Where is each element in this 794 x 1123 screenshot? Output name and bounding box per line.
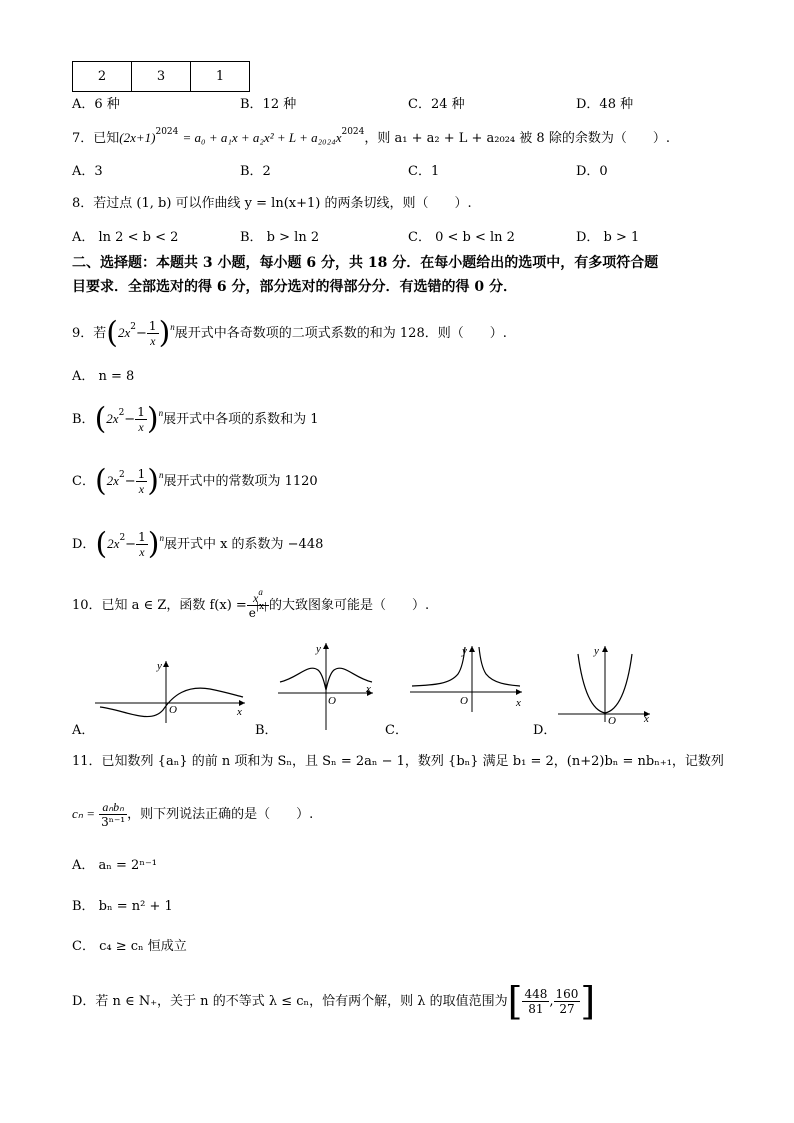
graph-a	[95, 655, 255, 725]
axis-x-label: x	[366, 683, 371, 695]
q7-option-d: D．0	[576, 164, 608, 179]
graph-c-label: C．	[385, 723, 408, 738]
frac-den: 3ⁿ⁻¹	[101, 815, 126, 829]
frac-den-exp: |x|	[255, 602, 268, 612]
question-10-stem	[72, 589, 429, 623]
q9-option-b: B．($2x^2-$ $\frac{1}{x}$ )$^n$展开式中各项的系数和为 1	[72, 401, 319, 437]
frac-den: 81	[528, 1002, 544, 1016]
q8-option-a: A． ln 2 < b < 2	[72, 230, 179, 245]
q6-option-b: B．12 种	[240, 97, 297, 112]
q9-option-d: D．($2x^2-$ $\frac{1}{x}$ )$^n$展开式中 x 的系数为 −448	[72, 526, 324, 562]
frac-num: 1	[148, 319, 157, 333]
frac-num: 160	[555, 987, 579, 1001]
table-cell: 3	[132, 62, 191, 92]
origin-label: O	[460, 695, 468, 707]
section-2-heading-line2: 目要求．全部选对的得 6 分，部分选对的得部分分．有选错的得 0 分．	[72, 279, 517, 295]
q7-option-c: C．1	[408, 164, 440, 179]
axis-y-label: y	[594, 645, 599, 657]
origin-label: O	[328, 695, 336, 707]
question-9-stem: 9．若($2x^2-$ $\frac{1}{x}$ )$^n$展开式中各奇数项的二项式系数的和为 128．则（ ）.	[72, 315, 507, 351]
q9-option-a: A． n = 8	[72, 369, 135, 384]
graph-a-label: A．	[72, 723, 95, 738]
q7-option-b: B．2	[240, 164, 271, 179]
left-paren: (	[106, 315, 118, 351]
q11-option-d: D．若 n ∈ N₊，关于 n 的不等式 λ ≤ cₙ，恰有两个解，则 λ 的取值范围为[ $\frac{448}{81}$ , $\frac{160}{27}$ ]	[72, 979, 596, 1024]
frac-num-exp: a	[258, 587, 263, 597]
axis-y-label: y	[157, 660, 162, 672]
q7-rhs: = a₀ + a₁x + a₂x² + L + a₂₀₂₄x	[182, 130, 342, 145]
graph-b-label: B．	[255, 723, 278, 738]
option-text: 展开式中 x 的系数为 −448	[163, 537, 324, 552]
q7-option-a: A．3	[72, 164, 103, 179]
q9-fraction	[147, 319, 159, 348]
q7-lhs: (2x+1)	[119, 130, 156, 145]
q6-option-a: A．6 种	[72, 97, 120, 112]
q11-option-c: C． c₄ ≥ cₙ 恒成立	[72, 939, 187, 954]
q8-option-b: B． b > ln 2	[240, 230, 320, 245]
q8-option-d: D． b > 1	[576, 230, 640, 245]
q10-prefix: 10．已知 a ∈ Z，函数 f(x) =	[72, 598, 247, 613]
q6-option-d: D．48 种	[576, 97, 634, 112]
q7-prefix: 7．已知	[72, 131, 120, 146]
answer-table	[72, 61, 250, 92]
frac-den: e	[248, 606, 256, 620]
axis-x-label: x	[237, 706, 242, 718]
range-frac-1	[522, 987, 549, 1016]
frac-den: 27	[559, 1002, 575, 1016]
option-text: 展开式中各项的系数和为 1	[163, 412, 319, 427]
q9-term: 2x	[118, 325, 131, 340]
q7-rest: ，则 a₁ + a₂ + L + a₂₀₂₄ 被 8 除的余数为（ ）.	[364, 131, 670, 146]
q6-option-c: C．24 种	[408, 97, 465, 112]
graph-d	[558, 644, 658, 724]
q10-rest: 的大致图象可能是（ ）.	[269, 598, 430, 613]
table-cell: 1	[191, 62, 250, 92]
q9-exp: n	[170, 322, 175, 332]
graph-c	[410, 642, 530, 717]
cn-lhs: cₙ =	[72, 806, 95, 821]
frac-den: x	[150, 334, 156, 348]
q11-rest: ，则下列说法正确的是（ ）.	[127, 807, 314, 822]
origin-label: O	[608, 715, 616, 724]
option-label: C．	[72, 474, 95, 489]
frac-num: 448	[524, 987, 548, 1001]
question-11-stem-line1: 11．已知数列 {aₙ} 的前 n 项和为 Sₙ，且 Sₙ = 2aₙ − 1，数列 {bₙ} 满足 b₁ = 2，(n+2)bₙ = nbₙ₊₁，记数列	[72, 754, 724, 769]
q9-rest: 展开式中各奇数项的二项式系数的和为 128．则（ ）.	[174, 326, 507, 341]
q10-fraction	[247, 587, 269, 620]
question-7-stem	[72, 129, 670, 148]
axis-x-label: x	[516, 697, 521, 709]
cn-fraction	[99, 800, 127, 829]
option-label: B．	[72, 412, 95, 427]
q11-option-a: A． aₙ = 2ⁿ⁻¹	[72, 858, 158, 873]
q8-option-c: C． 0 < b < ln 2	[408, 230, 515, 245]
option-text: D．若 n ∈ N₊，关于 n 的不等式 λ ≤ cₙ，恰有两个解，则 λ 的取值范围为	[72, 994, 508, 1009]
axis-y-label: y	[316, 643, 321, 655]
q9-option-c: C．($2x^2-$ $\frac{1}{x}$ )$^n$展开式中的常数项为 1120	[72, 463, 318, 499]
graph-d-label: D．	[533, 723, 557, 738]
axis-x-label: x	[644, 713, 649, 724]
q9-minus: −	[136, 326, 147, 341]
graph-b	[278, 638, 378, 733]
option-text: 展开式中的常数项为 1120	[163, 474, 318, 489]
section-2-heading-line1: 二、选择题：本题共 3 小题，每小题 6 分，共 18 分．在每小题给出的选项中，有多项符合题	[72, 255, 659, 271]
q7-exp: 2024	[155, 127, 179, 137]
right-paren: )	[158, 315, 171, 351]
axis-y-label: y	[462, 645, 467, 657]
question-11-stem-line2	[72, 797, 313, 832]
table-cell: 2	[73, 62, 132, 92]
range-frac-2	[554, 987, 581, 1016]
origin-label: O	[169, 704, 177, 716]
frac-num: aₙbₙ	[99, 800, 127, 815]
option-label: D．	[72, 537, 96, 552]
q11-option-b: B． bₙ = n² + 1	[72, 899, 173, 914]
question-8-stem: 8．若过点 (1, b) 可以作曲线 y = ln(x+1) 的两条切线，则（ ）.	[72, 196, 472, 211]
q9-prefix: 9．若	[72, 326, 107, 341]
q7-rhs-exp: 2024	[341, 127, 365, 137]
frac-num: x	[253, 591, 259, 605]
